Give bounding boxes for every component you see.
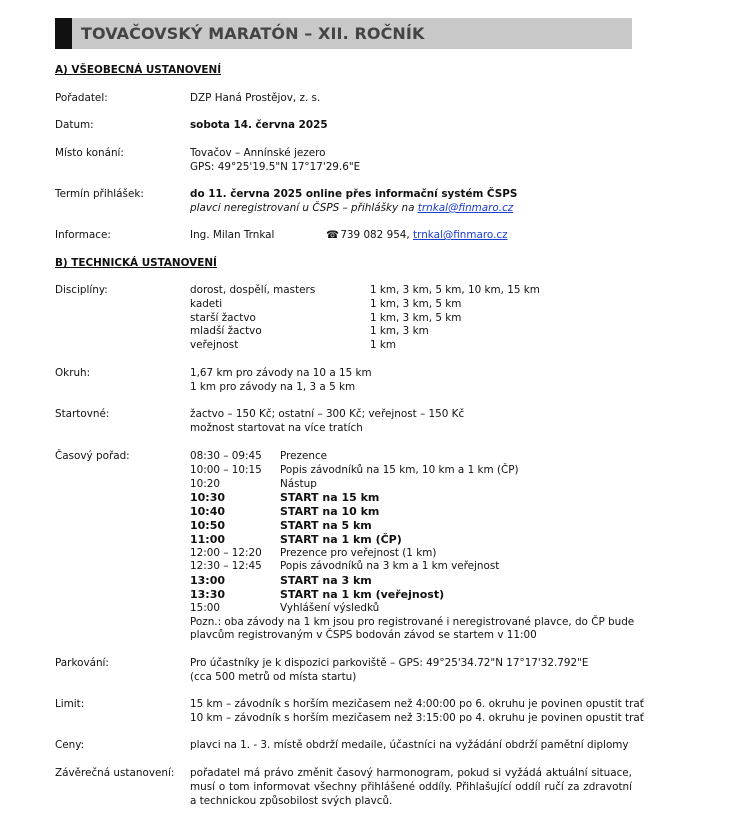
limit-line1: 15 km – závodník s horším mezičasem než 4:00:00 po 6. okruhu je povinen opustit trať (190, 698, 644, 710)
schedule-row (190, 478, 640, 492)
schedule-time: 11:00 (190, 532, 226, 546)
discipline-distances: 1 km, 3 km, 5 km, 10 km, 15 km (370, 284, 540, 296)
schedule-row (190, 602, 640, 616)
limit-label: Limit: (55, 698, 85, 710)
informace-phone: 739 082 954, (340, 229, 414, 241)
schedule-event: START na 5 km (280, 518, 372, 532)
okruh-line2: 1 km pro závody na 1, 3 a 5 km (190, 380, 356, 393)
section-b-heading: B) TECHNICKÁ USTANOVENÍ (55, 257, 217, 269)
schedule-time: 10:50 (190, 518, 226, 532)
section-a-heading: A) VŠEOBECNÁ USTANOVENÍ (55, 64, 222, 76)
schedule-time: 13:00 (190, 574, 226, 588)
startovne-line1: žactvo – 150 Kč; ostatní – 300 Kč; veřejnost – 150 Kč (190, 408, 465, 420)
discipline-distances: 1 km (370, 339, 397, 352)
informace-contact (326, 229, 508, 243)
discipline-distances: 1 km, 3 km (370, 325, 429, 338)
schedule-event: START na 1 km (veřejnost) (280, 587, 445, 601)
okruh-value (190, 367, 372, 395)
discipline-category: kadeti (190, 297, 223, 310)
startovne-line2: možnost startovat na více tratích (190, 421, 363, 434)
discipline-distances: 1 km, 3 km, 5 km (370, 297, 462, 310)
discipliny-label: Disciplíny: (55, 284, 108, 296)
informace-email-link[interactable]: trnkal@finmaro.cz (413, 229, 508, 241)
schedule-event: START na 10 km (280, 505, 380, 519)
poradatel-value: DZP Haná Prostějov, z. s. (190, 92, 321, 104)
schedule-row (190, 464, 640, 478)
poradatel-label: Pořadatel: (55, 92, 108, 104)
parkovani-line1: Pro účastníky je k dispozici parkoviště – GPS: 49°25'34.72"N 17°17'32.792"E (190, 657, 589, 669)
discipline-category: starší žactvo (190, 311, 256, 324)
termin-line2 (190, 202, 517, 216)
title-accent-block (55, 18, 72, 49)
schedule-event: Vyhlášení výsledků (280, 601, 380, 614)
schedule-time: 12:00 – 12:20 (190, 546, 262, 559)
schedule-row-start (190, 491, 640, 505)
schedule-row-start (190, 519, 640, 533)
misto-gps: GPS: 49°25'19.5"N 17°17'29.6"E (190, 160, 361, 173)
schedule-event: Prezence (280, 450, 328, 462)
zaverecna-value: pořadatel má právo změnit časový harmonogram, pokud si vyžádá aktuální situace, musí o tom informovat všechny přihlášené oddíly. Přihlašující oddíl ručí za zdravotní a technickou způsobilost svých plavců. (190, 767, 632, 807)
page-title: TOVAČOVSKÝ MARATÓN – XII. ROČNÍK (81, 24, 425, 43)
schedule-time: 10:20 (190, 477, 220, 490)
schedule-time: 10:30 (190, 491, 226, 505)
termin-email-link[interactable]: trnkal@finmaro.cz (417, 201, 514, 214)
informace-person: Ing. Milan Trnkal (190, 229, 275, 241)
schedule-event: Popis závodníků na 3 km a 1 km veřejnost (280, 560, 500, 573)
schedule-row-start (190, 533, 640, 547)
schedule-time: 12:30 – 12:45 (190, 560, 262, 573)
schedule-time: 08:30 – 09:45 (190, 450, 262, 462)
limit-value (190, 698, 644, 726)
datum-label: Datum: (55, 119, 94, 131)
schedule-time: 15:00 (190, 601, 220, 614)
schedule-row-start (190, 574, 640, 588)
discipline-distances: 1 km, 3 km, 5 km (370, 311, 462, 324)
schedule-event: START na 15 km (280, 491, 380, 505)
startovne-value (190, 408, 464, 436)
schedule-event: Nástup (280, 477, 317, 490)
informace-label: Informace: (55, 229, 111, 241)
schedule-event: START na 1 km (ČP) (280, 532, 402, 546)
misto-label: Místo konání: (55, 147, 124, 159)
ceny-value: plavci na 1. - 3. místě obdrží medaile, účastníci na vyžádání obdrží pamětní diplomy (190, 739, 629, 751)
startovne-label: Startovné: (55, 408, 110, 420)
zaverecna-label: Závěrečná ustanovení: (55, 767, 175, 779)
schedule-row (190, 547, 640, 561)
misto-line1: Tovačov – Annínské jezero (190, 147, 326, 159)
misto-value (190, 147, 360, 175)
datum-value: sobota 14. června 2025 (190, 119, 328, 131)
discipline-category: dorost, dospělí, masters (190, 284, 316, 296)
schedule (190, 450, 640, 643)
okruh-label: Okruh: (55, 367, 91, 379)
limit-line2: 10 km – závodník s horším mezičasem než 3:15:00 po 4. okruhu je povinen opustit trať (190, 711, 644, 724)
telephone-icon: ☎ (326, 229, 339, 241)
schedule-note-line1: Pozn.: oba závody na 1 km jsou pro registrované i neregistrované plavce, do ČP bude (190, 615, 635, 628)
parkovani-value (190, 657, 588, 685)
schedule-row (190, 560, 640, 574)
termin-value (190, 188, 517, 216)
ceny-label: Ceny: (55, 739, 85, 751)
termin-line2-prefix: plavci neregistrovaní u ČSPS – přihlášky na (190, 201, 418, 214)
termin-label: Termín přihlášek: (55, 188, 144, 200)
discipliny-categories (190, 284, 315, 353)
schedule-row-start (190, 505, 640, 519)
schedule-time: 10:00 – 10:15 (190, 463, 262, 476)
parkovani-line2: (cca 500 metrů od místa startu) (190, 670, 357, 683)
discipline-category: veřejnost (190, 339, 239, 352)
parkovani-label: Parkování: (55, 657, 109, 669)
title-bar (55, 18, 632, 49)
schedule-event: START na 3 km (280, 574, 372, 588)
schedule-note-line2: plavcům registrovaným v ČSPS bodován závod se startem v 11:00 (190, 629, 537, 642)
schedule-time: 13:30 (190, 587, 226, 601)
schedule-event: Popis závodníků na 15 km, 10 km a 1 km (ČP) (280, 463, 519, 476)
schedule-time: 10:40 (190, 505, 226, 519)
discipline-category: mladší žactvo (190, 325, 262, 338)
casovy-porad-label: Časový pořad: (55, 450, 130, 462)
schedule-event: Prezence pro veřejnost (1 km) (280, 546, 437, 559)
okruh-line1: 1,67 km pro závody na 10 a 15 km (190, 367, 372, 379)
schedule-row (190, 450, 640, 464)
discipliny-distances (370, 284, 540, 353)
schedule-row-start (190, 588, 640, 602)
termin-line1: do 11. června 2025 online přes informační systém ČSPS (190, 188, 518, 200)
